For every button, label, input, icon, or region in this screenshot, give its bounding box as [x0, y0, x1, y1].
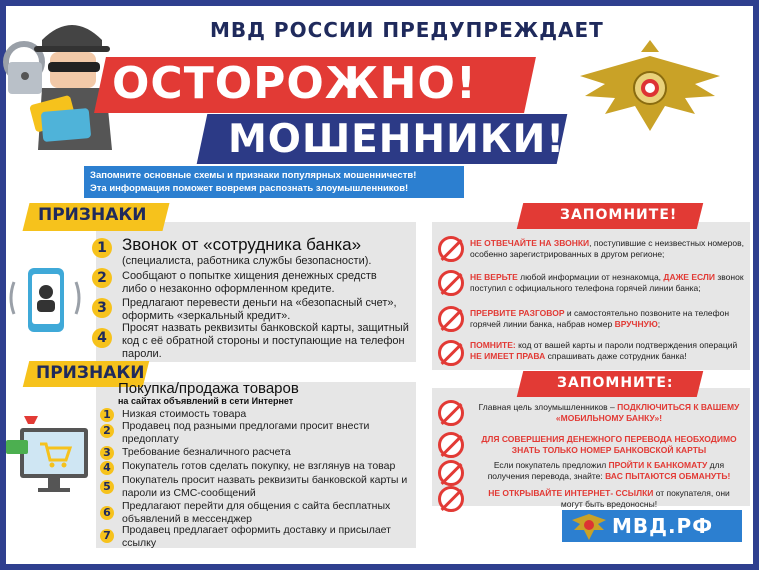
- caution-title: ОСТОРОЖНО!: [112, 58, 477, 109]
- sign-text-1: (специалиста, работника службы безопасности).: [122, 255, 372, 267]
- site-link[interactable]: МВД.РФ: [612, 514, 714, 538]
- card-number-icon: [438, 432, 464, 458]
- signs-trade-label: ПРИЗНАКИ: [36, 363, 145, 383]
- remember-trade-text-4: НЕ ОТКРЫВАЙТЕ ИНТЕРНЕТ- ССЫЛКИ от покупателя, они могут быть вредоносны!: [488, 488, 730, 509]
- do-not-trust-icon: [438, 270, 464, 296]
- no-links-icon: [438, 486, 464, 512]
- trade-sign-text-6: Предлагают перейти для общения с сайта бесплатных объявлений в мессенджер: [122, 500, 391, 525]
- trade-sign-text-2: Продавец под разными предлогами просит внести предоплату: [122, 420, 370, 445]
- trade-sign-text-3: Требование безналичного расчета: [122, 446, 291, 458]
- remember-call-text-3: ПРЕРВИТЕ РАЗГОВОР и самостоятельно позвоните на телефон горячей линии банка, набрав номер ВРУЧНУЮ;: [470, 308, 730, 329]
- remember-trade-label: ЗАПОМНИТЕ:: [557, 375, 674, 391]
- trade-sign-number-1: 1: [100, 408, 114, 422]
- signs-bank-call-label: ПРИЗНАКИ: [38, 205, 147, 225]
- sign-number-2: 2: [92, 268, 112, 288]
- trade-sign-text-1: Низкая стоимость товара: [122, 408, 247, 420]
- ministry-warning-title: МВД РОССИИ ПРЕДУПРЕЖДАЕТ: [210, 18, 604, 42]
- end-call-icon: [438, 306, 464, 332]
- signs-trade-heading: Покупка/продажа товаров: [118, 380, 299, 397]
- trade-sign-text-7: Продавец предлагает оформить доставку и присылает ссылку: [122, 524, 391, 549]
- remember-call-text-4: ПОМНИТЕ: код от вашей карты и пароли подтверждения операций НЕ ИМЕЕТ ПРАВА спрашивать даже сотрудник банка!: [470, 340, 738, 361]
- mobile-bank-icon: [438, 400, 464, 426]
- remember-trade-text-3: Если покупатель предложил ПРОЙТИ К БАНКОМАТУ для получения перевода, знайте: ВАС ПЫТАЮТСЯ ОБМАНУТЬ!: [487, 460, 731, 481]
- sign-text-4: Просят назвать реквизиты банковской карты, защитный код с её обратной стороны и поступающие на телефон пароли.: [122, 322, 409, 360]
- trade-sign-number-7: 7: [100, 529, 114, 543]
- atm-warning-icon: [438, 460, 464, 486]
- signs-trade-subheading: на сайтах объявлений в сети Интернет: [118, 396, 294, 406]
- remember-call-text-2: НЕ ВЕРЬТЕ любой информации от незнакомца, ДАЖЕ ЕСЛИ звонок поступил с официального телефона горячей линии банка;: [470, 272, 744, 293]
- sign-number-3: 3: [92, 298, 112, 318]
- trade-sign-text-5: Покупатель просит назвать реквизиты банковской карты и пароли из СМС-сообщений: [122, 474, 408, 499]
- sign-number-4: 4: [92, 328, 112, 348]
- trade-sign-number-2: 2: [100, 424, 114, 438]
- remember-trade-text-2: ДЛЯ СОВЕРШЕНИЯ ДЕНЕЖНОГО ПЕРЕВОДА НЕОБХОДИМО ЗНАТЬ ТОЛЬКО НОМЕР БАНКОВСКОЙ КАРТЫ: [481, 434, 737, 455]
- trade-sign-number-6: 6: [100, 506, 114, 520]
- mvd-emblem-icon: [575, 36, 725, 141]
- phone-call-icon: [6, 262, 84, 338]
- remember-call-text-1: НЕ ОТВЕЧАЙТЕ НА ЗВОНКИ, поступившие с неизвестных номеров, особенно зарегистрированных в другом регионе;: [470, 238, 744, 259]
- sign-text-3: Предлагают перевести деньги на «безопасный счет», оформить «зеркальный кредит».: [122, 297, 397, 322]
- no-answer-call-icon: [438, 236, 464, 262]
- remember-calls-label: ЗАПОМНИТЕ!: [560, 207, 678, 223]
- online-shopping-icon: [4, 410, 94, 500]
- remember-trade-text-1: Главная цель злоумышленников – ПОДКЛЮЧИТЬСЯ К ВАШЕМУ «МОБИЛЬНОМУ БАНКУ»!: [478, 402, 740, 423]
- no-code-request-icon: [438, 340, 464, 366]
- intro-line-2: Эта информация поможет вовремя распознать злоумышленников!: [90, 183, 409, 194]
- trade-sign-number-3: 3: [100, 446, 114, 460]
- sign-number-1: 1: [92, 238, 112, 258]
- signs-bank-call-heading: Звонок от «сотрудника банка»: [122, 235, 362, 254]
- intro-line-1: Запомните основные схемы и признаки популярных мошенничеств!: [90, 170, 417, 181]
- trade-sign-number-4: 4: [100, 461, 114, 475]
- sign-text-2: Сообщают о попытке хищения денежных средств либо о незаконно оформленном кредите.: [122, 270, 377, 295]
- trade-sign-text-4: Покупатель готов сделать покупку, не взглянув на товар: [122, 460, 396, 472]
- hacker-illustration: [2, 10, 112, 150]
- intro-note: [84, 166, 464, 198]
- fraudsters-title: МОШЕННИКИ!: [228, 117, 566, 162]
- trade-sign-number-5: 5: [100, 480, 114, 494]
- small-emblem-icon: [570, 508, 608, 544]
